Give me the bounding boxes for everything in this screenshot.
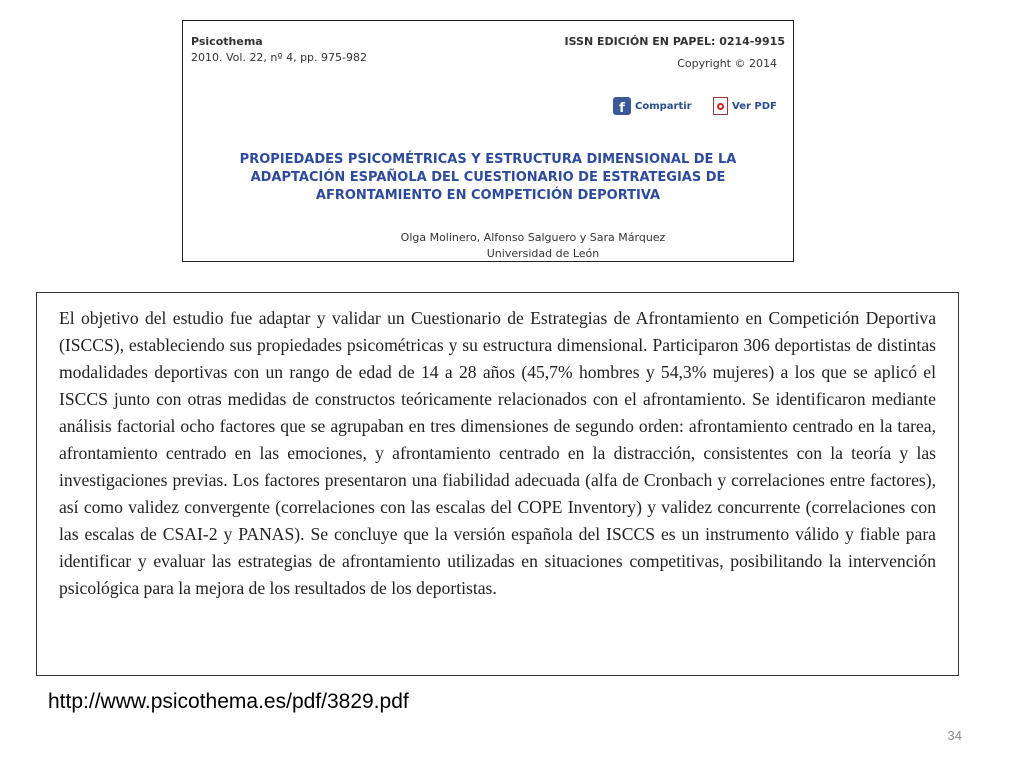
pdf-icon [713,97,728,115]
journal-citation: 2010. Vol. 22, nº 4, pp. 975-982 [191,51,367,64]
article-header-screenshot [182,20,794,262]
abstract-text: El objetivo del estudio fue adaptar y validar un Cuestionario de Estrategias de Afrontamiento en Competición Deportiva (ISCCS), estableciendo sus propiedades psicométricas y su estructura dimensional. Participaron 306 deportistas de distintas modalidades deportivas con un rango de edad de 14 a 28 años (45,7% hombres y 54,3% mujeres) a los que se aplicó el ISCCS junto con otras medidas de constructos teóricamente relacionados con el afrontamiento. Se identificaron mediante análisis factorial ocho factores que se agrupaban en tres dimensiones de segundo orden: afrontamiento centrado en la tarea, afrontamiento centrado en las emociones, y afrontamiento centrado en la distracción, consistentes con la teoría y las investigaciones previas. Los factores presentaron una fiabilidad adecuada (alfa de Cronbach y correlaciones entre factores), así como validez convergente (correlaciones con las escalas del COPE Inventory) y validez concurrente (correlaciones con las escalas de CSAI-2 y PANAS). Se concluye que la versión española del ISCCS es un instrumento válido y fiable para identificar y evaluar las estrategias de afrontamiento utilizadas en situaciones competitivas, posibilitando la intervención psicológica para la mejora de los resultados de los deportistas. [59,308,936,598]
facebook-icon: f [613,97,631,115]
view-pdf-label: Ver PDF [732,100,777,112]
copyright-label: Copyright © 2014 [677,57,777,70]
view-pdf-button[interactable] [713,97,777,115]
article-authors: Olga Molinero, Alfonso Salguero y Sara Márquez [400,231,666,244]
article-title: PROPIEDADES PSICOMÉTRICAS Y ESTRUCTURA DIMENSIONAL DE LA ADAPTACIÓN ESPAÑOLA DEL CUESTIONARIO DE ESTRATEGIAS DE AFRONTAMIENTO EN COMPETICIÓN DEPORTIVA [239,152,737,203]
source-url[interactable]: http://www.psicothema.es/pdf/3829.pdf [48,690,409,713]
author-affiliation: Universidad de León [486,247,600,260]
slide-number: 34 [947,728,962,743]
journal-name: Psicothema [191,35,263,48]
abstract-screenshot [36,292,959,676]
share-label: Compartir [635,100,692,112]
share-button[interactable] [613,97,692,115]
issn-label: ISSN EDICIÓN EN PAPEL: 0214-9915 [564,35,785,48]
